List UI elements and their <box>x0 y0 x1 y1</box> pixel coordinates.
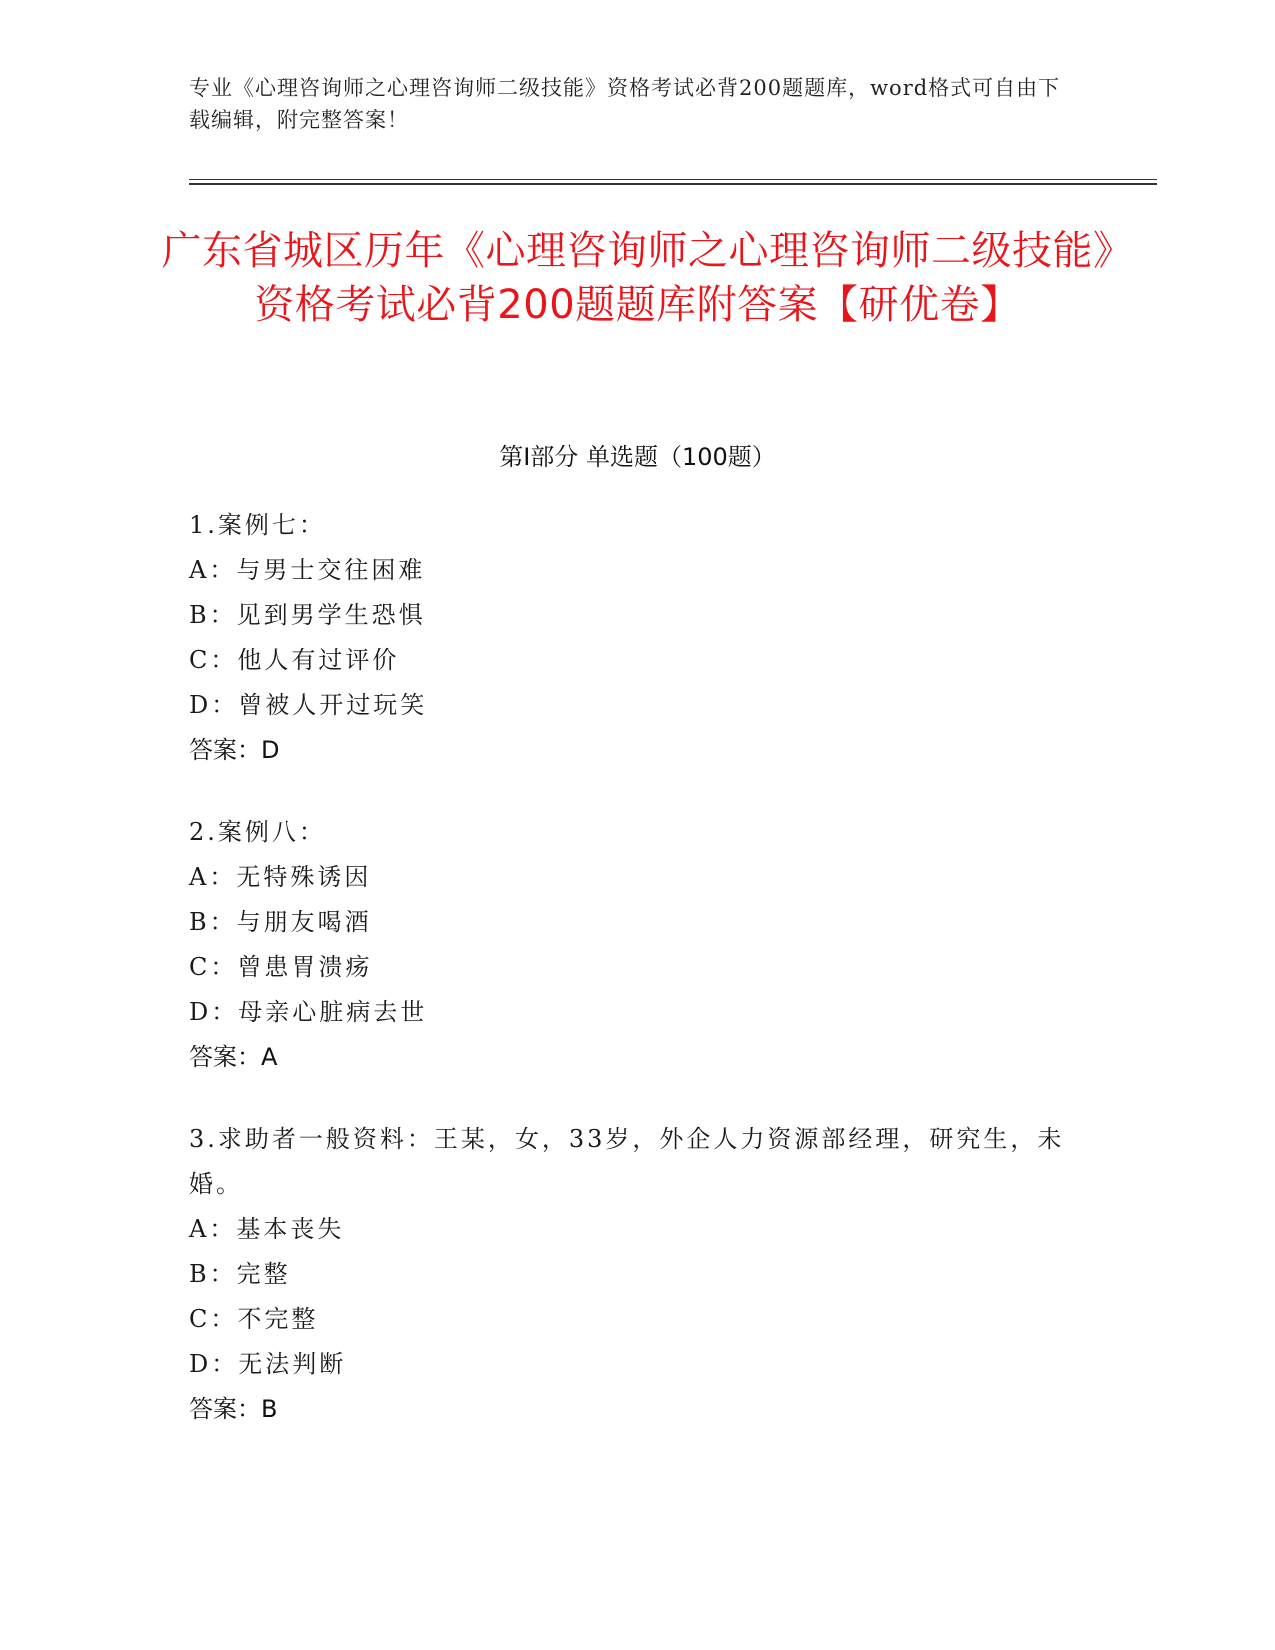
option-b: B：与朋友喝酒 <box>189 908 372 936</box>
header-divider-thin <box>189 179 1157 180</box>
option-d: D：曾被人开过玩笑 <box>189 691 428 719</box>
question-1 <box>189 503 1069 773</box>
option-d: D：母亲心脏病去世 <box>189 998 428 1026</box>
answer: 答案：D <box>189 736 280 764</box>
question-stem: 1.案例七： <box>189 511 326 539</box>
header-divider-thick <box>189 183 1157 185</box>
question-stem: 2.案例八： <box>189 818 326 846</box>
option-a: A：与男士交往困难 <box>189 556 426 584</box>
option-b: B：完整 <box>189 1260 291 1288</box>
answer: 答案：B <box>189 1395 278 1423</box>
document-title: 广东省城区历年《心理咨询师之心理咨询师二级技能》资格考试必背200题题库附答案【研优卷】 <box>161 228 1114 328</box>
header-note: 专业《心理咨询师之心理咨询师二级技能》资格考试必背200题题库，word格式可自由下载编辑，附完整答案！ <box>189 76 1061 132</box>
option-a: A：无特殊诱因 <box>189 863 372 891</box>
question-stem: 3.求助者一般资料：王某，女，33岁，外企人力资源部经理，研究生，未婚。 <box>189 1125 1065 1198</box>
option-c: C：曾患胃溃疡 <box>189 953 373 981</box>
option-c: C：不完整 <box>189 1305 319 1333</box>
option-d: D：无法判断 <box>189 1350 347 1378</box>
section-heading: 第I部分 单选题（100题） <box>499 443 776 471</box>
option-a: A：基本丧失 <box>189 1215 345 1243</box>
option-c: C：他人有过评价 <box>189 646 400 674</box>
answer: 答案：A <box>189 1043 278 1071</box>
question-3 <box>189 1117 1069 1432</box>
option-b: B：见到男学生恐惧 <box>189 601 426 629</box>
question-2 <box>189 810 1069 1080</box>
